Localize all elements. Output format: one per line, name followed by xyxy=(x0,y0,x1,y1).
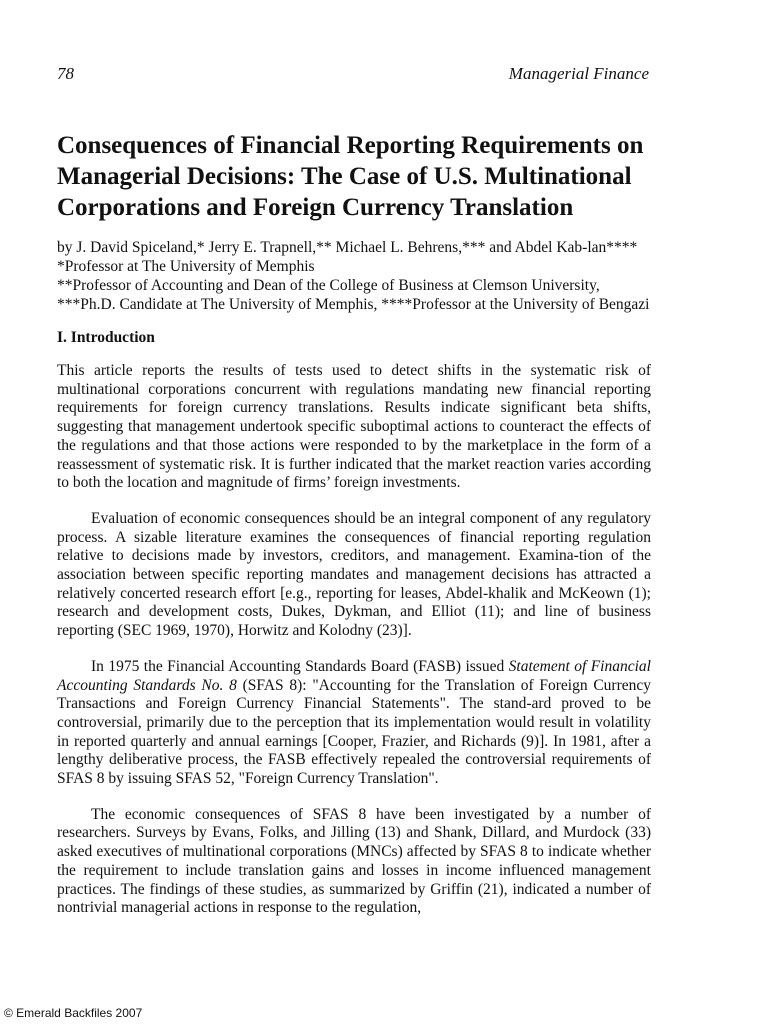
article-body xyxy=(57,130,651,918)
affiliation-1: *Professor at The University of Memphis xyxy=(57,258,315,275)
copyright-footer: © Emerald Backfiles 2007 xyxy=(4,1006,143,1020)
journal-name: Managerial Finance xyxy=(508,64,649,83)
section-heading: I. Introduction xyxy=(57,329,155,346)
paragraph-evaluation: Evaluation of economic consequences should be an integral component of any regulatory process. A sizable literature examines the consequences of financial reporting regulation relative to decisions made by investors, creditors, and management. Examina-tion of the association between specific reporting mandates and management decisions has attracted a relatively concerted research effort [e.g., reporting for leases, Abdel-khalik and McKeown (1); research and development costs, Dukes, Dykman, and Elliot (11); and line of business reporting (SEC 1969, 1970), Horwitz and Kolodny (23)]. xyxy=(57,509,651,640)
page-number: 78 xyxy=(57,64,74,83)
standard-title-italic: Statement of Financial Accounting Standards No. 8 xyxy=(57,657,651,694)
author-line: by J. David Spiceland,* Jerry E. Trapnell,** Michael L. Behrens,*** and Abdel Kab-lan**** xyxy=(57,239,638,256)
paragraph-abstract: This article reports the results of tests used to detect shifts in the systematic risk of multinational corporations concurrent with regulations mandating new financial reporting requirements for foreign currency translations. Results indicate significant beta shifts, suggesting that management undertook specific suboptimal actions to counteract the effects of the regulations and that those actions were responded to by the marketplace in the form of a reassessment of systematic risk. It is further indicated that the market reaction varies according to both the location and magnitude of firms’ foreign investments. xyxy=(57,362,651,492)
affiliation-2: **Professor of Accounting and Dean of the College of Business at Clemson University, ***Ph.D. Candidate at The University of Memphis, ****Professor at the University of Bengazi xyxy=(57,277,650,313)
paragraph-fasb-rest: (SFAS 8): "Accounting for the Translation of Foreign Currency Transactions and Foreign Currency Financial Statements". The stand-ard proved to be controversial, primarily due to the perception that its implementation would result in volatility in reported quarterly and annual earnings [Cooper, Frazier, and Richards (9)]. In 1981, after a lengthy deliberative process, the FASB effectively repealed the controversial requirements of SFAS 8 by issuing SFAS 52, "Foreign Currency Translation". xyxy=(57,676,651,788)
article-title: Consequences of Financial Reporting Requirements on Managerial Decisions: The Case of U.S. Multinational Corporations and Foreign Currency Translation xyxy=(57,132,644,221)
paragraph-fasb xyxy=(57,658,651,789)
paragraph-economic-consequences: The economic consequences of SFAS 8 have been investigated by a number of researchers. Surveys by Evans, Folks, and Jilling (13) and Shank, Dillard, and Murdock (33) asked executives of multinational corporations (MNCs) affected by SFAS 8 to indicate whether the requirement to include translation gains and losses in income influenced management practices. The findings of these studies, as summarized by Griffin (21), indicated a number of nontrivial managerial actions in response to the regulation, xyxy=(57,805,651,917)
paragraph-fasb-start: In 1975 the Financial Accounting Standards Board (FASB) issued xyxy=(91,657,509,675)
